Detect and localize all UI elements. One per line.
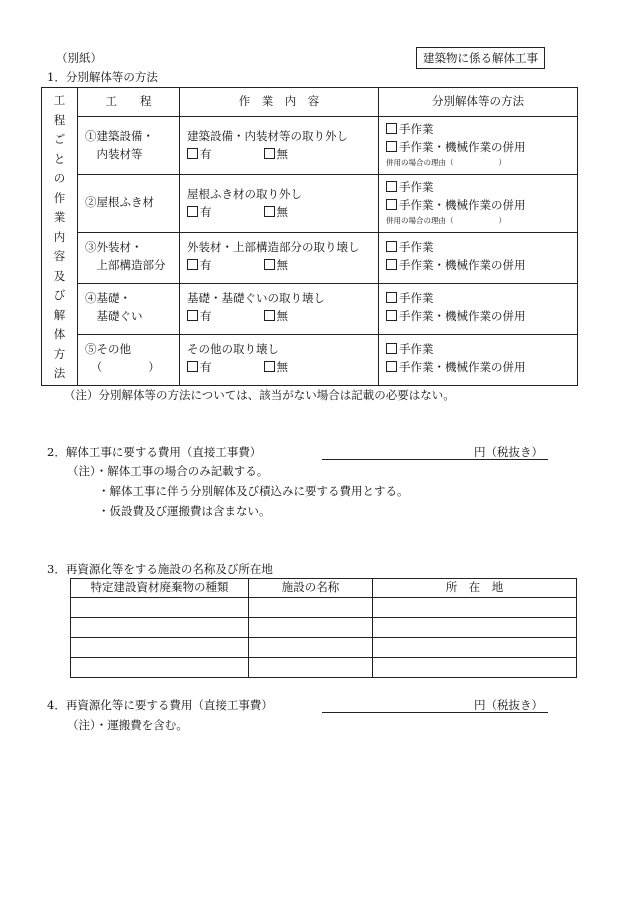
method-manual-checkbox[interactable]: 手作業 — [386, 179, 577, 197]
process-line2: 上部構造部分 — [85, 257, 166, 272]
section4-unit: 円（税抜き） — [474, 698, 543, 712]
recycling-facility-table — [70, 578, 577, 678]
table-row — [42, 117, 578, 175]
table-row — [42, 284, 578, 335]
none-checkbox[interactable]: 無 — [264, 205, 289, 219]
side-label-char: 体 — [53, 327, 66, 342]
work-title: その他の取り壊し — [187, 342, 279, 356]
location-cell[interactable] — [373, 638, 577, 658]
side-label-char: と — [53, 151, 66, 166]
side-label-char: 作 — [53, 190, 66, 205]
table-row — [42, 175, 578, 233]
process-line2: 基礎ぐい — [85, 308, 143, 323]
side-label-char: 工 — [53, 93, 66, 108]
location-cell[interactable] — [373, 658, 577, 678]
header-facility-name: 施設の名称 — [249, 579, 373, 598]
process-line1: ⑤その他 — [85, 342, 131, 356]
process-line1: ②屋根ふき材 — [85, 195, 154, 209]
method-manual-checkbox[interactable]: 手作業 — [386, 239, 577, 257]
side-label-char: 解 — [53, 307, 66, 322]
method-manual-checkbox[interactable]: 手作業 — [386, 290, 577, 308]
none-checkbox[interactable]: 無 — [264, 147, 289, 161]
section3-heading: 3．再資源化等をする施設の名称及び所在地 — [47, 562, 273, 576]
method-manual-checkbox[interactable]: 手作業 — [386, 121, 577, 139]
none-checkbox[interactable]: 無 — [264, 258, 289, 272]
has-checkbox[interactable]: 有 — [187, 258, 212, 272]
process-line2: 内装材等 — [85, 146, 143, 161]
process-line2: （ ） — [85, 359, 160, 374]
method-combined-checkbox[interactable]: 手作業・機械作業の併用 — [386, 139, 577, 157]
has-checkbox[interactable]: 有 — [187, 360, 212, 374]
has-checkbox[interactable]: 有 — [187, 205, 212, 219]
table-row — [42, 335, 578, 386]
header-process: 工 程 — [78, 88, 180, 117]
section2-unit: 円（税抜き） — [474, 445, 543, 459]
table-row — [71, 658, 577, 678]
work-title: 外装材・上部構造部分の取り壊し — [187, 240, 360, 254]
waste-type-cell[interactable] — [71, 618, 249, 638]
method-combined-checkbox[interactable]: 手作業・機械作業の併用 — [386, 308, 577, 326]
section1-note: （注）分別解体等の方法については、該当がない場合は記載の必要はない。 — [64, 388, 455, 402]
document-tag: 建築物に係る解体工事 — [416, 47, 545, 69]
method-combined-checkbox[interactable]: 手作業・機械作業の併用 — [386, 359, 577, 377]
separation-method-table — [41, 87, 578, 386]
side-label-char: ご — [53, 132, 66, 147]
side-label-char: 方 — [53, 346, 66, 361]
table-row — [42, 233, 578, 284]
method-combined-checkbox[interactable]: 手作業・機械作業の併用 — [386, 257, 577, 275]
has-checkbox[interactable]: 有 — [187, 309, 212, 323]
waste-type-cell[interactable] — [71, 658, 249, 678]
side-label-char: び — [53, 288, 66, 303]
combined-reason: 併用の場合の理由（ ） — [386, 157, 506, 167]
combined-reason: 併用の場合の理由（ ） — [386, 215, 506, 225]
waste-type-cell[interactable] — [71, 638, 249, 658]
side-label — [42, 88, 78, 386]
header-location: 所 在 地 — [373, 579, 577, 598]
work-title: 建築設備・内装材等の取り外し — [187, 129, 348, 143]
side-label-char: 程 — [53, 112, 66, 127]
header-waste-type: 特定建設資材廃棄物の種類 — [71, 579, 249, 598]
method-manual-checkbox[interactable]: 手作業 — [386, 341, 577, 359]
has-checkbox[interactable]: 有 — [187, 147, 212, 161]
header-work: 作 業 内 容 — [180, 88, 379, 117]
section2-heading: 2．解体工事に要する費用（直接工事費） — [47, 445, 262, 459]
side-label-char: 業 — [53, 210, 66, 225]
none-checkbox[interactable]: 無 — [264, 360, 289, 374]
process-line1: ④基礎・ — [85, 291, 131, 305]
method-combined-checkbox[interactable]: 手作業・機械作業の併用 — [386, 197, 577, 215]
section2-note-3: ・仮設費及び運搬費は含まない。 — [98, 504, 271, 518]
section4-heading: 4．再資源化等に要する費用（直接工事費） — [47, 698, 273, 712]
side-label-char: 内 — [53, 229, 66, 244]
work-title: 屋根ふき材の取り外し — [187, 187, 302, 201]
section2-note-1: （注）・解体工事の場合のみ記載する。 — [67, 464, 269, 478]
section1-heading: 1．分別解体等の方法 — [47, 70, 158, 84]
location-cell[interactable] — [373, 598, 577, 618]
section2-note-2: ・解体工事に伴う分別解体及び積込みに要する費用とする。 — [98, 484, 409, 498]
header-method: 分別解体等の方法 — [379, 88, 578, 117]
facility-name-cell[interactable] — [249, 598, 373, 618]
table-row — [71, 618, 577, 638]
side-label-char: 及 — [53, 268, 66, 283]
work-title: 基礎・基礎ぐいの取り壊し — [187, 291, 325, 305]
process-line1: ①建築設備・ — [85, 129, 154, 143]
waste-type-cell[interactable] — [71, 598, 249, 618]
process-line1: ③外装材・ — [85, 240, 143, 254]
table-row — [71, 638, 577, 658]
side-label-char: の — [53, 171, 66, 186]
facility-name-cell[interactable] — [249, 638, 373, 658]
facility-name-cell[interactable] — [249, 658, 373, 678]
location-cell[interactable] — [373, 618, 577, 638]
table-row — [71, 598, 577, 618]
attachment-label: （別紙） — [56, 51, 102, 65]
side-label-char: 法 — [53, 366, 66, 381]
section4-note: （注）・運搬費を含む。 — [67, 718, 188, 732]
side-label-char: 容 — [53, 249, 66, 264]
none-checkbox[interactable]: 無 — [264, 309, 289, 323]
facility-name-cell[interactable] — [249, 618, 373, 638]
